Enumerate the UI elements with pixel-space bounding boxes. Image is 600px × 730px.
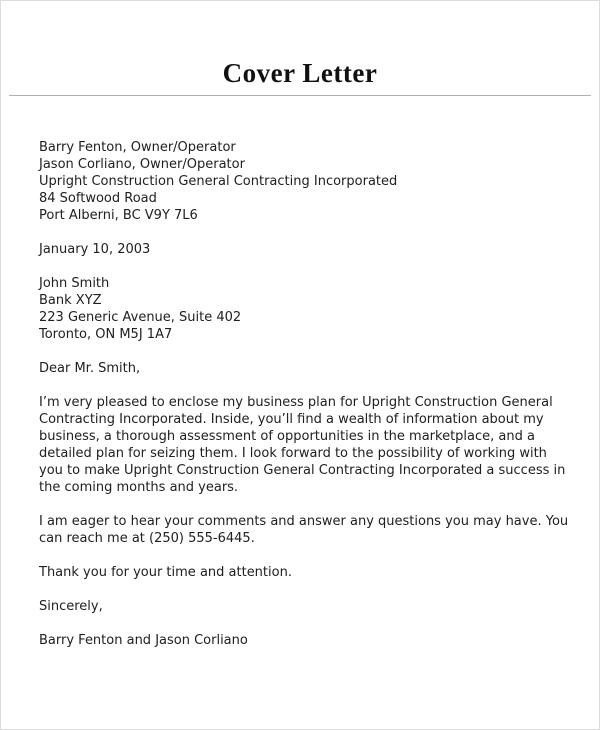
sender-line: Port Alberni, BC V9Y 7L6	[39, 208, 198, 224]
letter-body	[39, 139, 569, 649]
recipient-line: John Smith	[39, 276, 110, 292]
salutation	[39, 360, 569, 377]
sender-line: Barry Fenton, Owner/Operator	[39, 140, 236, 156]
recipient-line: Toronto, ON M5J 1A7	[39, 327, 173, 343]
body-paragraph: Thank you for your time and attention.	[39, 565, 292, 581]
page-title: Cover Letter	[222, 58, 378, 88]
sender-address-block	[39, 139, 569, 224]
sender-line: Jason Corliano, Owner/Operator	[39, 157, 245, 173]
recipient-line: 223 Generic Avenue, Suite 402	[39, 310, 242, 326]
date-block	[39, 241, 569, 258]
body-paragraph: I am eager to hear your comments and answer any questions you may have. You can reach me at (250) 555-6445.	[39, 514, 569, 547]
recipient-line: Bank XYZ	[39, 293, 102, 309]
body-paragraph: I’m very pleased to enclose my business plan for Upright Construction General Contracting Incorporated. Inside, you’ll find a wealth of information about my business, a thorough assessment of opportunities in the marketplace, and a detailed plan for seizing them. I look forward to the possibility of working with you to make Upright Construction General Contracting Incorporated a success in the coming months and years.	[39, 395, 566, 496]
title-divider	[9, 95, 591, 96]
sender-line: Upright Construction General Contracting Incorporated	[39, 174, 398, 190]
sender-line: 84 Softwood Road	[39, 191, 157, 207]
date-line: January 10, 2003	[39, 242, 151, 258]
signature-line: Barry Fenton and Jason Corliano	[39, 633, 248, 649]
recipient-address-block	[39, 275, 569, 343]
salutation-line: Dear Mr. Smith,	[39, 361, 141, 377]
closing: Sincerely,	[39, 599, 103, 615]
